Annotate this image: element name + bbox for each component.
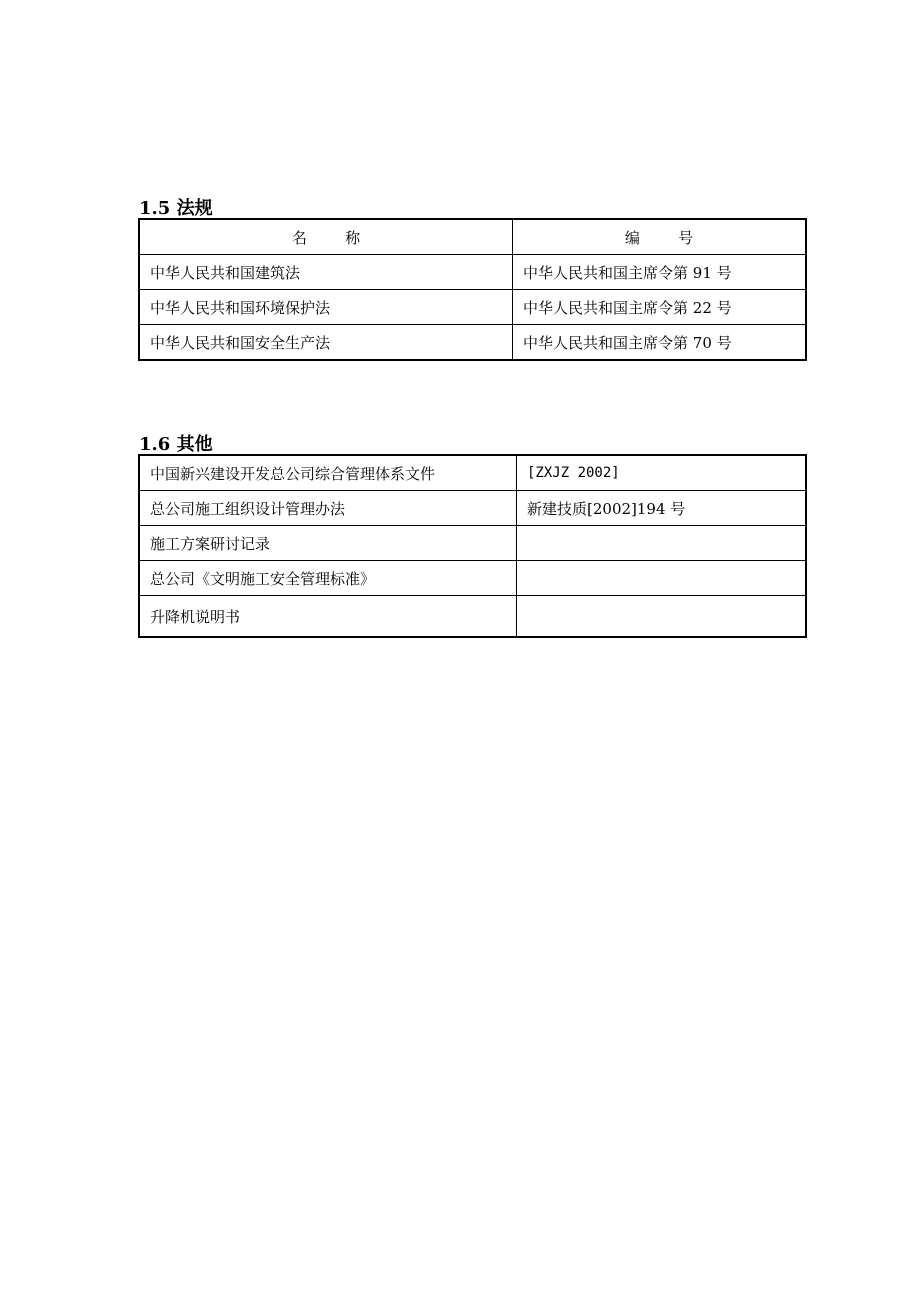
table-row [139,455,806,491]
table-row [139,325,806,361]
regulation-code-cell: 中华人民共和国主席令第 70 号 [513,325,807,361]
table-row [139,255,806,290]
regulation-code-cell: 中华人民共和国主席令第 91 号 [513,255,807,290]
regulation-name-cell: 中华人民共和国建筑法 [139,255,513,290]
document-name-cell: 总公司施工组织设计管理办法 [139,491,517,526]
document-name-cell: 施工方案研讨记录 [139,526,517,561]
table-row [139,561,806,596]
document-name-cell: 中国新兴建设开发总公司综合管理体系文件 [139,455,517,491]
document-code-cell [517,596,807,638]
document-code-cell: [ZXJZ 2002] [517,455,807,491]
document-name-cell: 升降机说明书 [139,596,517,638]
document-code-cell [517,526,807,561]
header-name-cell: 名 称 [139,219,513,255]
table-row [139,491,806,526]
section-1-6-heading: 1.6 其他 [139,434,213,455]
document-code-cell: 新建技质[2002]194 号 [517,491,807,526]
regulation-code-cell: 中华人民共和国主席令第 22 号 [513,290,807,325]
table-row [139,526,806,561]
regulation-name-cell: 中华人民共和国环境保护法 [139,290,513,325]
document-code-cell [517,561,807,596]
regulation-name-cell: 中华人民共和国安全生产法 [139,325,513,361]
other-documents-table [138,454,807,638]
header-code-cell: 编 号 [513,219,807,255]
table-header-row [139,219,806,255]
table-row [139,290,806,325]
regulations-table [138,218,807,361]
section-1-5-heading: 1.5 法规 [139,198,213,219]
table-row [139,596,806,638]
document-name-cell: 总公司《文明施工安全管理标准》 [139,561,517,596]
